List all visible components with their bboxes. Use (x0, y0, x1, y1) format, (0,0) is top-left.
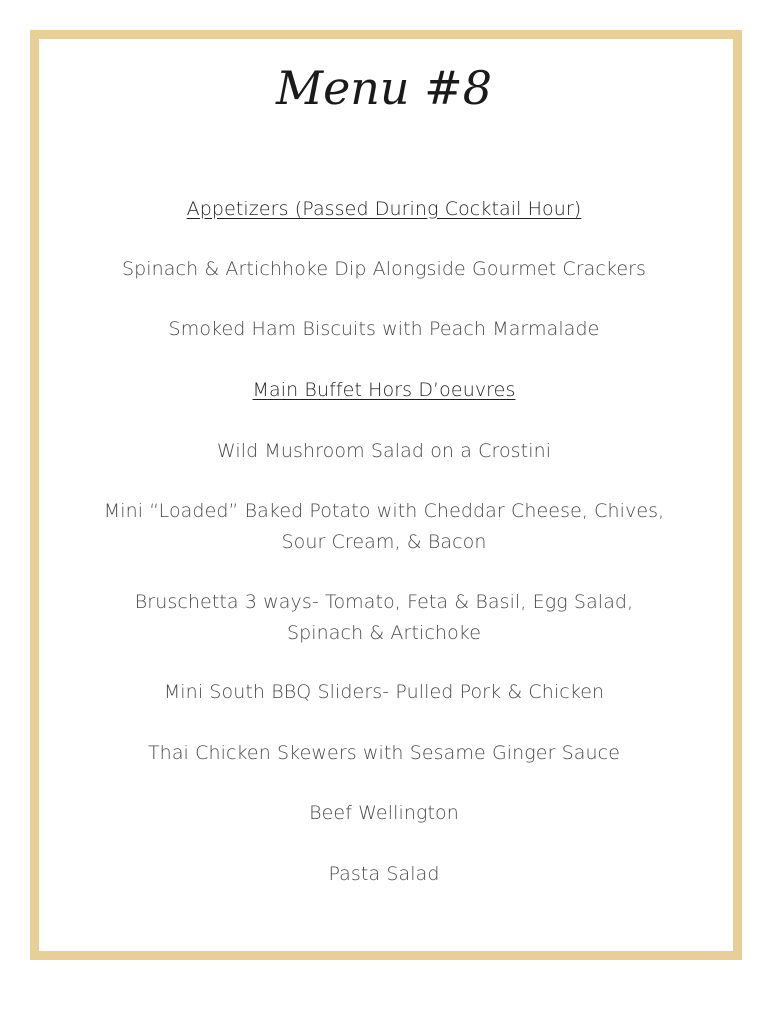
menu-item: Mini South BBQ Sliders- Pulled Pork & Chicken (163, 681, 605, 703)
menu-item: Pasta Salad (328, 863, 440, 885)
menu-item: Bruschetta 3 ways- Tomato, Feta & Basil, Egg Salad, Spinach & Artichoke (134, 591, 634, 644)
menu-item: Spinach & Artichhoke Dip Alongside Gourmet Crackers (121, 258, 647, 280)
menu-item: Wild Mushroom Salad on a Crostini (216, 440, 552, 462)
section-heading-main-buffet: Main Buffet Hors D’oeuvres (252, 379, 516, 401)
menu-title: Menu #8 (275, 61, 492, 115)
menu-item: Smoked Ham Biscuits with Peach Marmalade (168, 318, 600, 340)
menu-item: Mini “Loaded” Baked Potato with Cheddar Cheese, Chives, Sour Cream, & Bacon (103, 500, 665, 553)
menu-item: Beef Wellington (309, 802, 459, 824)
section-heading-appetizers: Appetizers (Passed During Cocktail Hour) (186, 198, 582, 220)
menu-item: Thai Chicken Skewers with Sesame Ginger Sauce (147, 742, 621, 764)
